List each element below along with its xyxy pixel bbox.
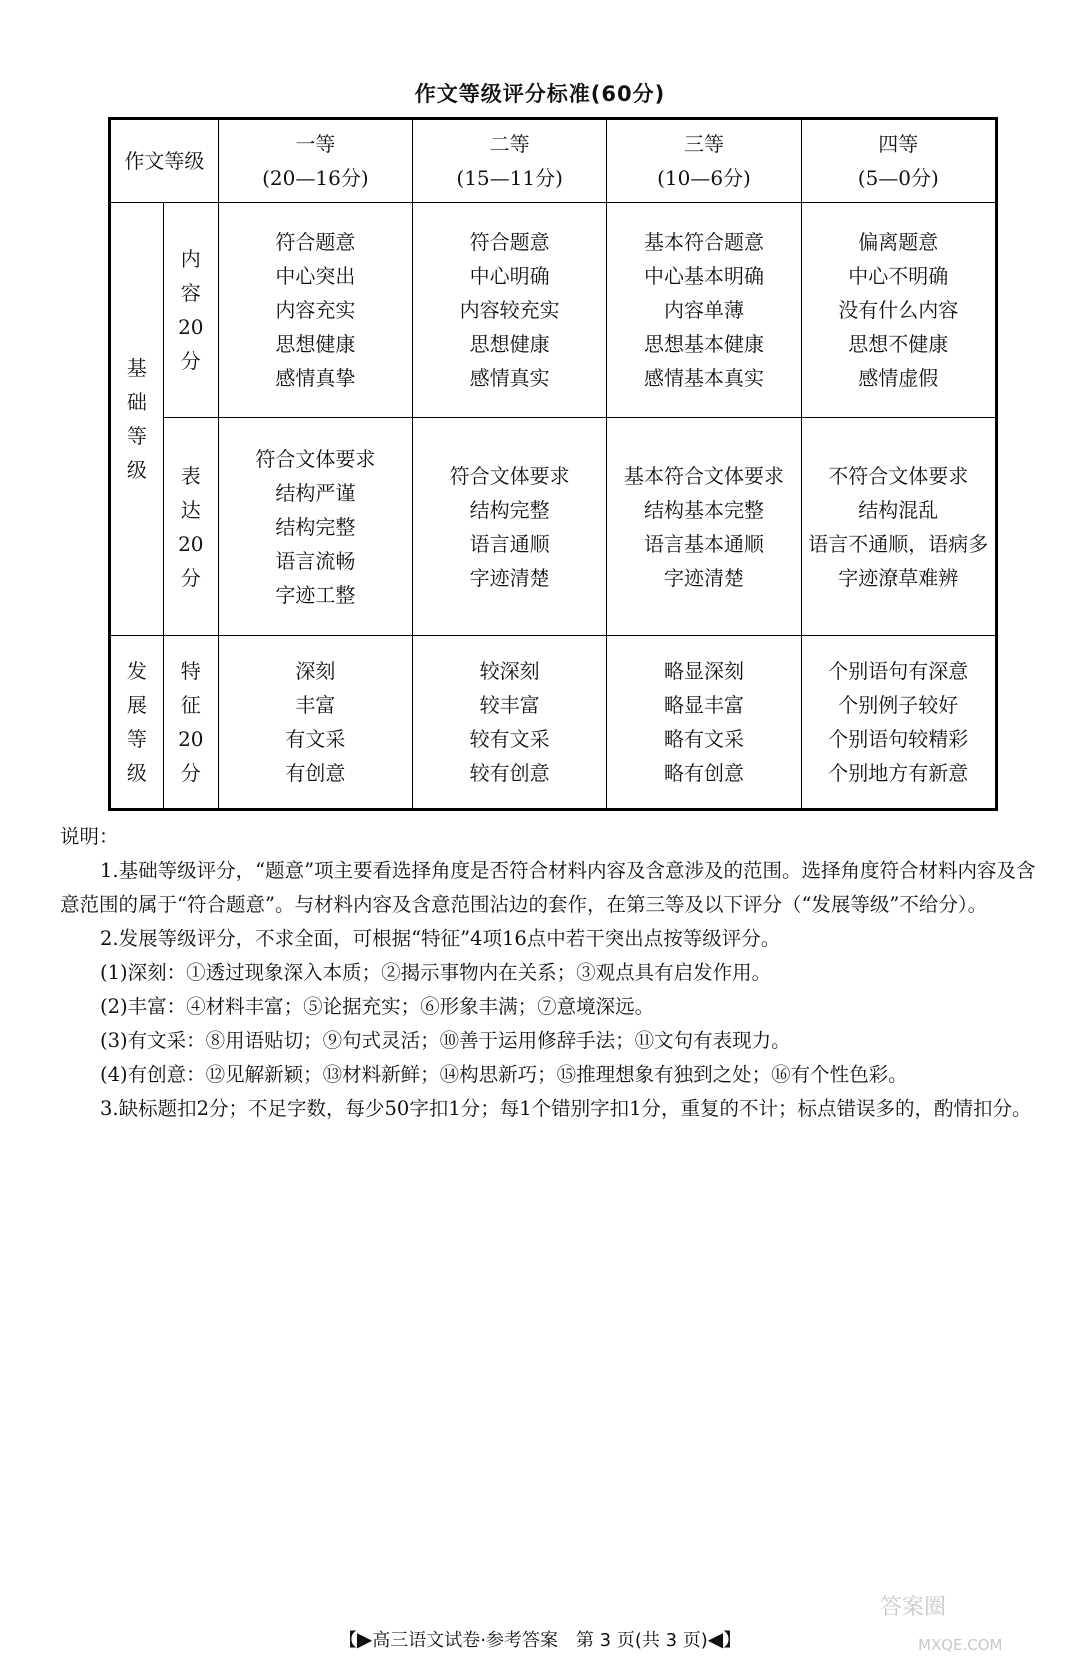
- grade-header: 一等 (20—16分): [218, 119, 412, 203]
- table-cell: 基本符合文体要求 结构基本完整 语言基本通顺 字迹清楚: [607, 418, 801, 636]
- row-label-content: 内 容 20 分: [163, 203, 218, 418]
- table-cell: 深刻 丰富 有文采 有创意: [218, 636, 412, 810]
- notes-section: [60, 820, 1045, 1126]
- note-item: (2)丰富：④材料丰富；⑤论据充实；⑥形象丰满；⑦意境深远。: [100, 995, 655, 1018]
- note-item: 1.基础等级评分，“题意”项主要看选择角度是否符合材料内容及含意涉及的范围。选择角度符合材料内容及含意范围的属于“符合题意”。与材料内容及含意范围沾边的套作，在第三等及以下评分（“发展等级”不给分）。: [60, 859, 1036, 916]
- footer-right-bracket: 】: [723, 1630, 742, 1651]
- note-item: (4)有创意：⑫见解新颖；⑬材料新鲜；⑭构思新巧；⑮推理想象有独到之处；⑯有个性色彩。: [100, 1063, 908, 1086]
- triangle-right-icon: ▶: [356, 1627, 373, 1651]
- table-cell: 略显深刻 略显丰富 略有文采 略有创意: [607, 636, 801, 810]
- footer-text: 高三语文试卷·参考答案 第 3 页(共 3 页): [372, 1630, 708, 1651]
- grade-header: 四等 (5—0分): [801, 119, 996, 203]
- watermark-url: MXQE.COM: [918, 1636, 1003, 1654]
- table-row: [110, 636, 997, 810]
- note-item: 2.发展等级评分，不求全面，可根据“特征”4项16点中若干突出点按等级评分。: [100, 927, 781, 950]
- group-label-development: 发 展 等 级: [110, 636, 164, 810]
- table-row: [110, 418, 997, 636]
- table-cell: 符合题意 中心突出 内容充实 思想健康 感情真挚: [218, 203, 412, 418]
- table-row: [110, 203, 997, 418]
- grade-header: 二等 (15—11分): [413, 119, 607, 203]
- footer-left-bracket: 【: [338, 1630, 357, 1651]
- table-cell: 偏离题意 中心不明确 没有什么内容 思想不健康 感情虚假: [801, 203, 996, 418]
- note-item: (1)深刻：①透过现象深入本质；②揭示事物内在关系；③观点具有启发作用。: [100, 961, 772, 984]
- note-item: 3.缺标题扣2分；不足字数，每少50字扣1分；每1个错别字扣1分，重复的不计；标点错误多的，酌情扣分。: [100, 1097, 1032, 1120]
- table-cell: 符合文体要求 结构完整 语言通顺 字迹清楚: [413, 418, 607, 636]
- table-cell: 基本符合题意 中心基本明确 内容单薄 思想基本健康 感情基本真实: [607, 203, 801, 418]
- table-cell: 不符合文体要求 结构混乱 语言不通顺，语病多 字迹潦草难辨: [801, 418, 996, 636]
- page-title: 作文等级评分标准(60分): [414, 82, 666, 106]
- table-cell: 较深刻 较丰富 较有文采 较有创意: [413, 636, 607, 810]
- group-label-basic: 基 础 等 级: [110, 203, 164, 636]
- row-label-feature: 特 征 20 分: [163, 636, 218, 810]
- watermark-logo: 答案圈: [880, 1595, 947, 1620]
- notes-heading: 说明：: [60, 825, 119, 848]
- table-cell: 个别语句有深意 个别例子较好 个别语句较精彩 个别地方有新意: [801, 636, 996, 810]
- grading-table: [108, 117, 998, 811]
- grade-header: 三等 (10—6分): [607, 119, 801, 203]
- row-label-expression: 表 达 20 分: [163, 418, 218, 636]
- table-cell: 符合文体要求 结构严谨 结构完整 语言流畅 字迹工整: [218, 418, 412, 636]
- note-item: (3)有文采：⑧用语贴切；⑨句式灵活；⑩善于运用修辞手法；⑪文句有表现力。: [100, 1029, 791, 1052]
- table-cell: 符合题意 中心明确 内容较充实 思想健康 感情真实: [413, 203, 607, 418]
- triangle-left-icon: ◀: [707, 1627, 724, 1651]
- table-header-row: [110, 119, 997, 203]
- corner-header: 作文等级: [110, 119, 219, 203]
